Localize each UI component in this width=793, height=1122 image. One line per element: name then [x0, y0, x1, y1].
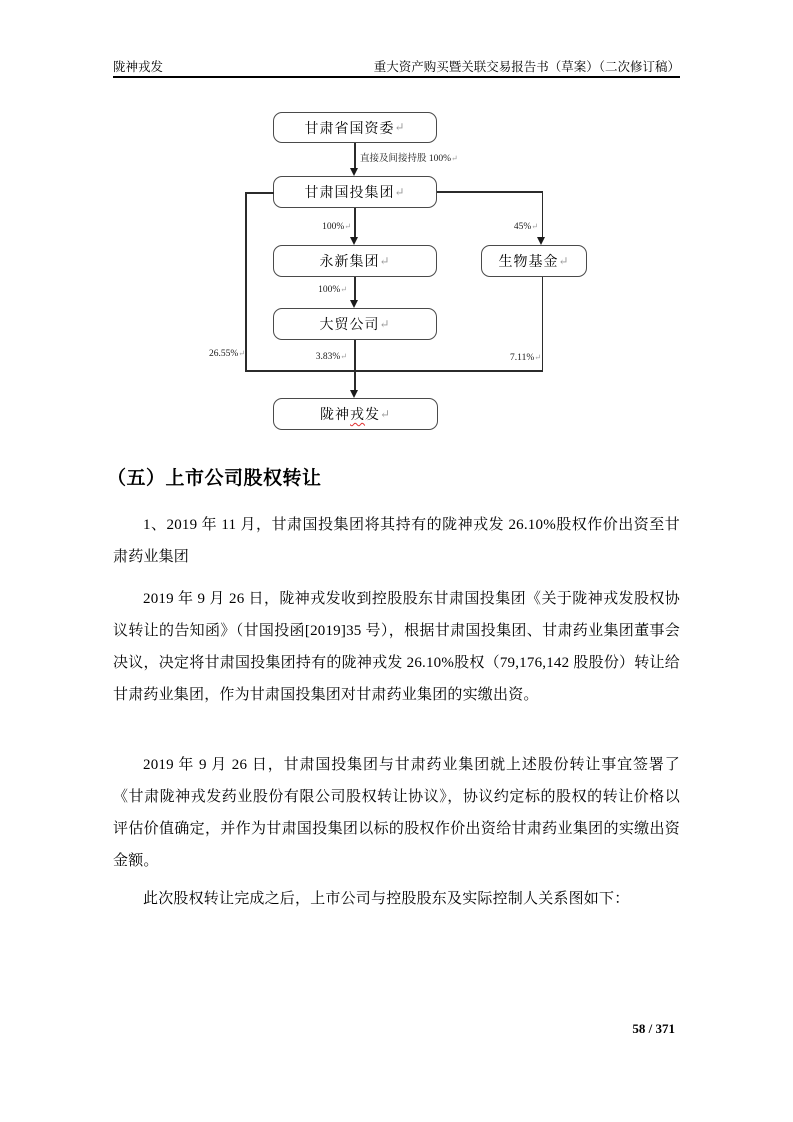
return-mark: ↵	[534, 353, 541, 362]
page-header	[113, 56, 680, 78]
node-yongxin-label: 永新集团	[319, 255, 380, 270]
arrowhead-icon	[350, 300, 358, 308]
edge-label-text: 45%	[513, 222, 532, 232]
body-paragraph-2: 2019 年 9 月 26 日，甘肃国投集团与甘肃药业集团就上述股份转让事宜签署了《甘肃陇神戎发药业股份有限公司股权转让协议》，协议约定标的股权的转让价格以评估价值确定，并作为甘肃国投集团以标的股权作价出资给甘肃药业集团的实缴出资金额。	[113, 757, 680, 869]
node-damao	[273, 308, 437, 340]
edge-guotou-left-horizontal	[245, 192, 274, 194]
page-number: 58 / 371	[632, 1021, 675, 1036]
header-right-title: 重大资产购买暨关联交易报告书（草案）（二次修订稿）	[373, 60, 680, 74]
edge-label-direct-indirect	[360, 153, 458, 165]
sub-heading-paragraph: 1、2019 年 11 月，甘肃国投集团将其持有的陇神戎发 26.10%股权作价出资至甘肃药业集团	[113, 517, 680, 565]
edge-label-text: 100%	[318, 285, 341, 295]
node-gansu-sasac-label: 甘肃省国资委	[304, 121, 395, 137]
return-mark: ↵	[558, 253, 570, 268]
node-biofund-label: 生物基金	[498, 255, 559, 270]
node-yongxin	[273, 245, 437, 277]
arrowhead-icon	[537, 237, 545, 245]
return-mark: ↵	[340, 352, 347, 361]
edge-label-100-yongxin-damao	[306, 284, 347, 296]
edge-guotou-to-yongxin	[354, 208, 356, 238]
edge-yongxin-to-damao	[354, 277, 356, 301]
edge-label-text: 3.83%	[315, 352, 341, 362]
edge-label-45-guotou-biofund	[498, 221, 538, 233]
body-paragraph-1: 2019 年 9 月 26 日，陇神戎发收到控股股东甘肃国投集团《关于陇神戎发股权协议转让的告知函》（甘国投函[2019]35 号），根据甘肃国投集团、甘肃药业集团董事会决议，决定将甘肃国投集团持有的陇神戎发 26.10%股权（79,176,142 股股份）转让给甘肃药业集团，作为甘肃国投集团对甘肃药业集团的实缴出资。	[113, 591, 680, 703]
section-heading: （五）上市公司股权转让	[107, 468, 322, 489]
node-longshen-label: 陇神	[320, 408, 351, 423]
arrowhead-icon	[350, 237, 358, 245]
body-paragraph-3: 此次股权转让完成之后，上市公司与控股股东及实际控制人关系图如下：	[143, 891, 630, 907]
edge-guotou-right-horizontal	[437, 191, 543, 193]
edge-label-383-damao-longshen	[299, 351, 347, 363]
return-mark: ↵	[531, 222, 538, 231]
node-damao-label: 大贸公司	[319, 318, 380, 333]
edge-sasac-to-guotou	[354, 143, 356, 169]
edge-label-711-biofund-longshen	[494, 352, 541, 364]
edge-label-100-guotou-yongxin	[310, 221, 351, 233]
return-mark: ↵	[379, 316, 391, 331]
edge-label-text: 直接及间接持股 100%	[360, 154, 452, 164]
edge-label-text: 26.55%	[208, 349, 239, 359]
return-mark: ↵	[340, 285, 347, 294]
header-left-title: 陇神戎发	[113, 60, 164, 74]
edge-label-2655-guotou-longshen	[192, 348, 245, 360]
edge-label-text: 7.11%	[510, 353, 535, 363]
node-gansu-guotou-label: 甘肃国投集团	[304, 186, 395, 201]
arrowhead-icon	[350, 390, 358, 398]
return-mark: ↵	[344, 222, 351, 231]
edge-guotou-left-vertical	[245, 192, 247, 371]
return-mark: ↵	[380, 406, 391, 421]
node-gansu-guotou	[273, 176, 437, 208]
node-longshen-label-tail: 发	[365, 408, 381, 423]
return-mark: ↵	[394, 184, 406, 199]
edge-guotou-to-biofund	[542, 191, 544, 238]
edge-damao-to-longshen	[354, 340, 356, 391]
return-mark: ↵	[451, 154, 458, 163]
edge-biofund-down-vertical	[542, 277, 544, 371]
edge-bottom-horizontal	[245, 370, 543, 372]
return-mark: ↵	[394, 120, 406, 134]
node-longshen	[273, 398, 438, 430]
return-mark: ↵	[379, 253, 391, 268]
arrowhead-icon	[350, 168, 358, 176]
edge-label-text: 100%	[322, 222, 345, 232]
return-mark: ↵	[238, 349, 245, 358]
node-gansu-sasac	[273, 112, 437, 143]
spellcheck-squiggle-text: 戎	[350, 408, 366, 423]
node-biofund	[481, 245, 587, 277]
